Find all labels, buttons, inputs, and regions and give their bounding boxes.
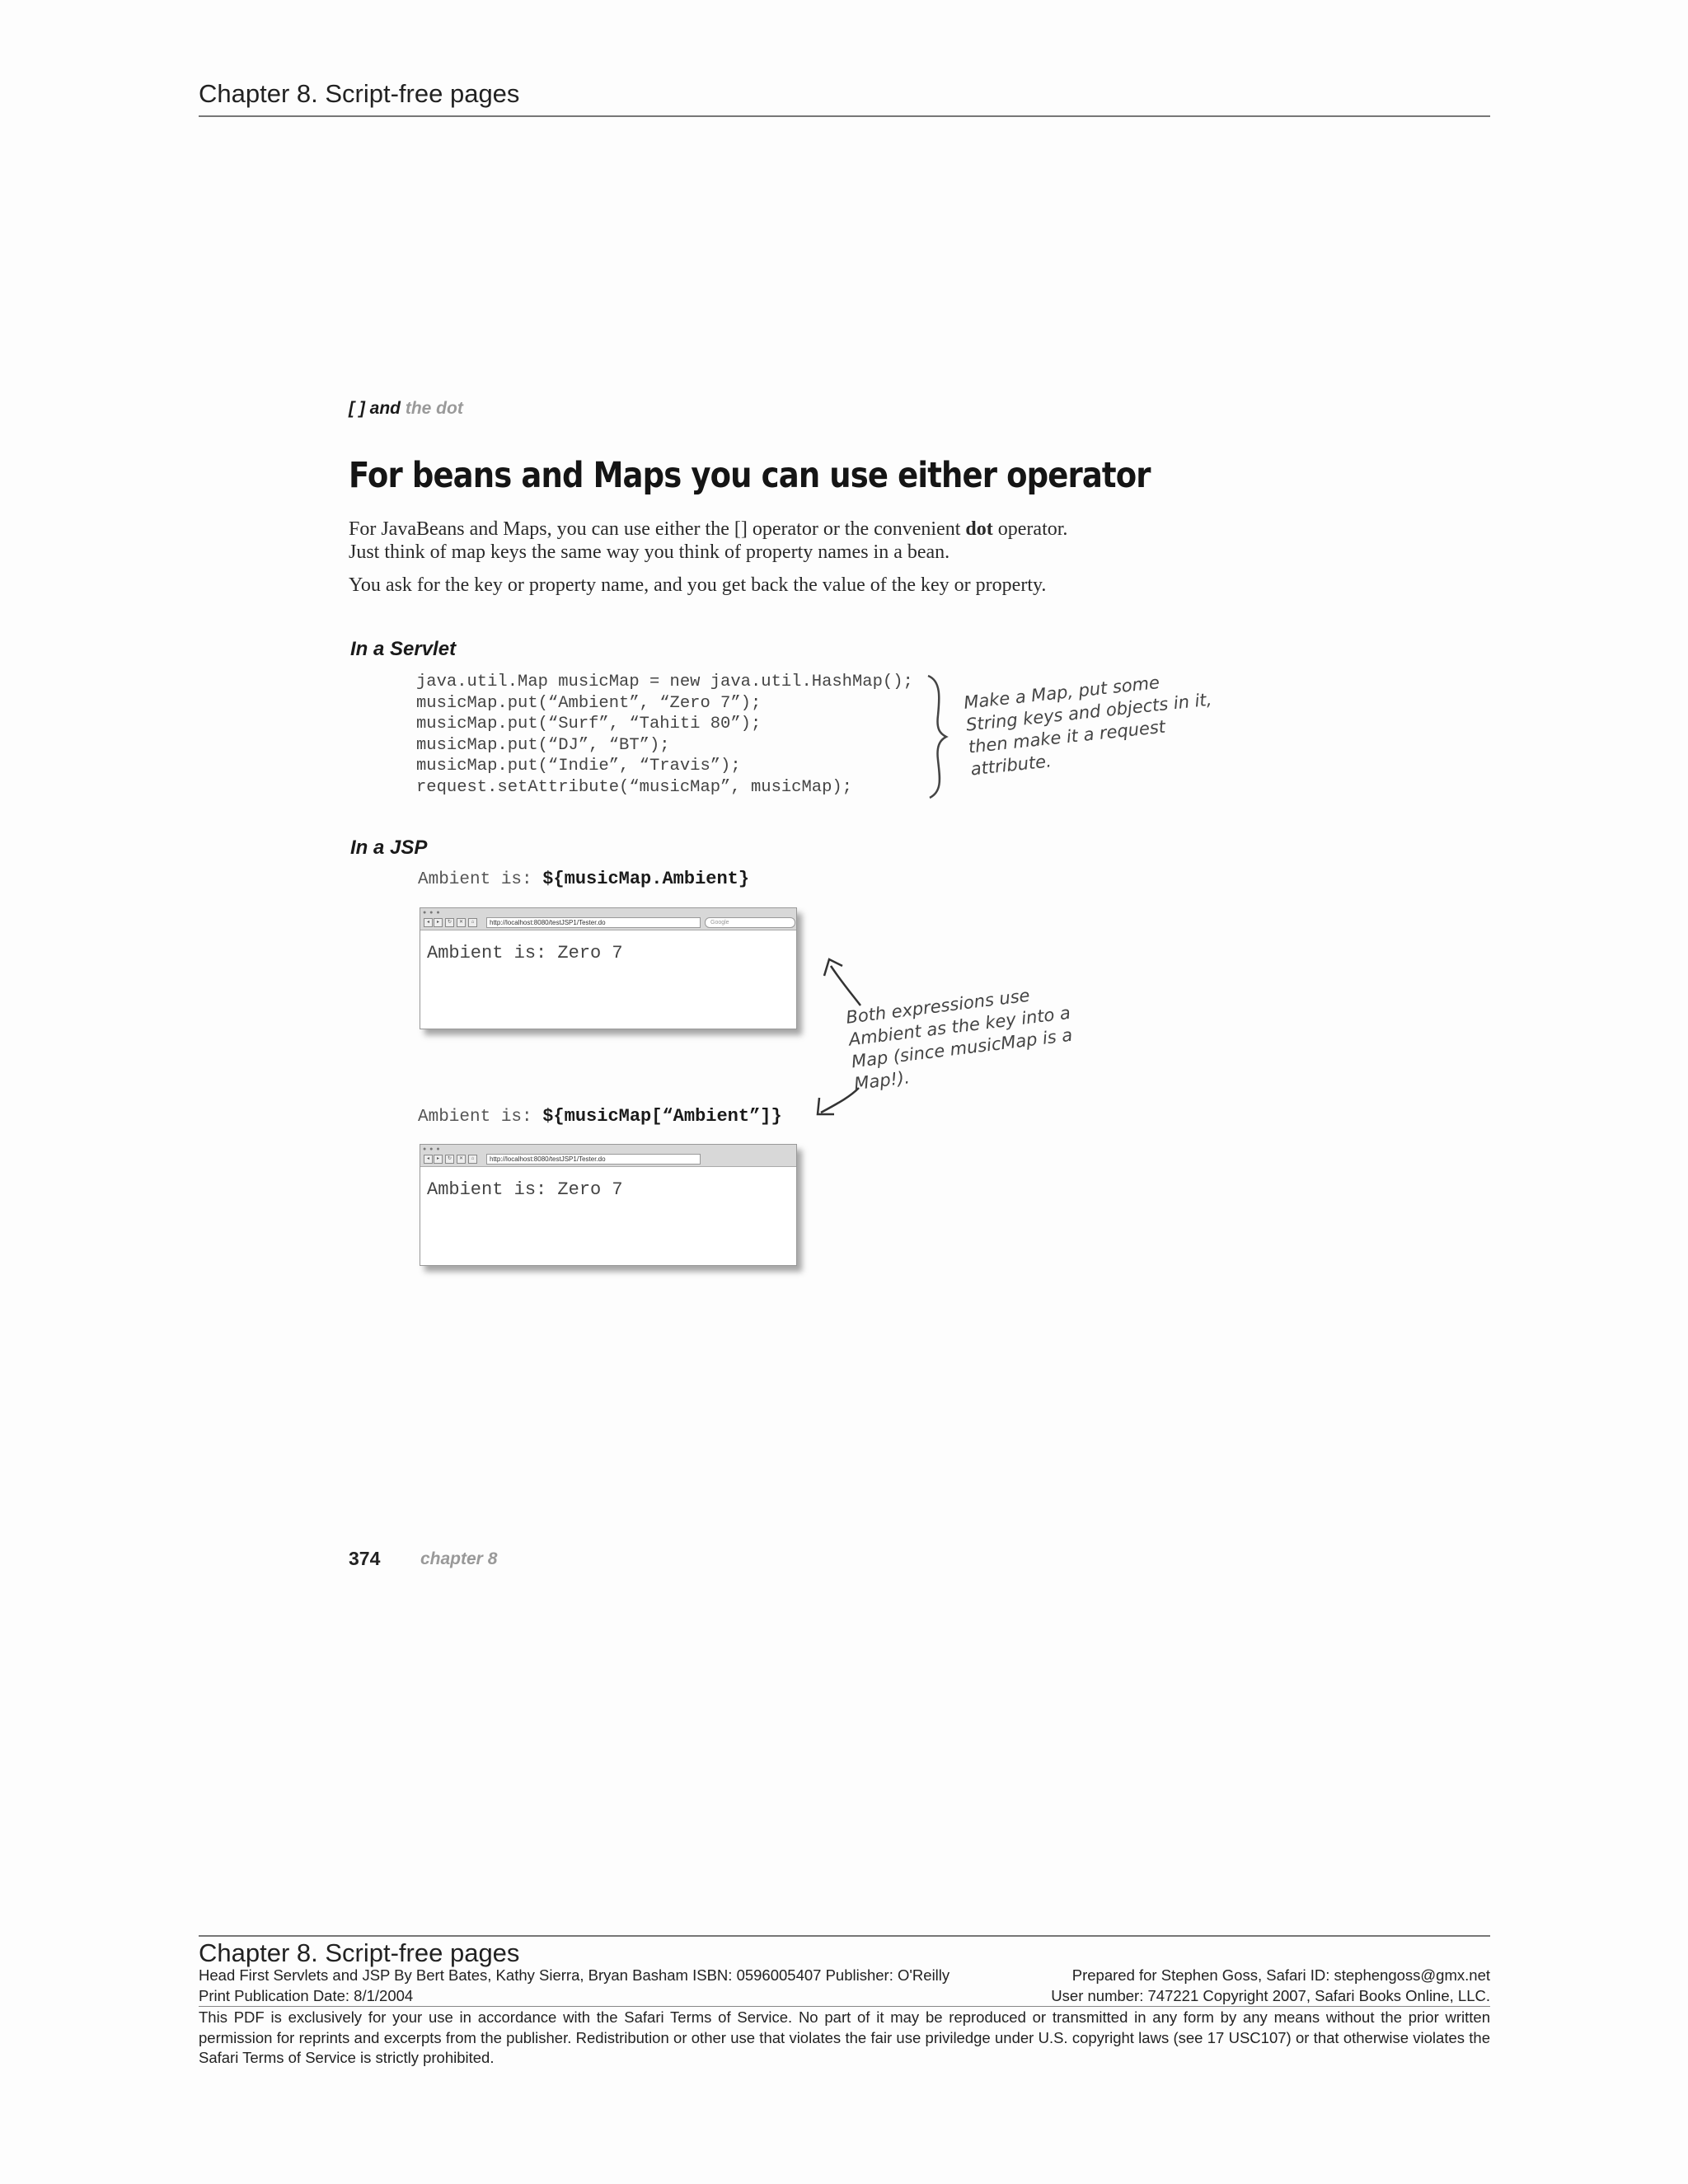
search-field[interactable]: Google xyxy=(705,917,795,928)
curly-brace-icon xyxy=(923,674,956,799)
stop-icon[interactable]: ✕ xyxy=(457,918,466,927)
forward-icon[interactable]: ▸ xyxy=(434,918,443,927)
home-icon[interactable]: ⌂ xyxy=(468,1155,477,1164)
el-expression: ${musicMap.Ambient} xyxy=(542,869,750,889)
browser-output: Ambient is: Zero 7 xyxy=(427,943,623,963)
section-breadcrumb xyxy=(349,399,463,419)
expression-prefix: Ambient is: xyxy=(418,870,543,889)
footer-book-line: Head First Servlets and JSP By Bert Bates, Kathy Sierra, Bryan Basham ISBN: 0596005407 Publisher: O'Reilly xyxy=(199,1966,950,1984)
breadcrumb-dot: the dot xyxy=(405,399,463,418)
jsp-expression-brackets xyxy=(418,1106,782,1127)
servlet-annotation: Make a Map, put some String keys and objects in it, then make it a request attribute. xyxy=(963,673,1213,780)
second-paragraph: You ask for the key or property name, and you get back the value of the key or property. xyxy=(349,574,1047,596)
forward-icon[interactable]: ▸ xyxy=(434,1155,443,1164)
page-chapter-label: chapter 8 xyxy=(420,1549,498,1568)
reload-icon[interactable]: ↻ xyxy=(445,918,454,927)
browser-output: Ambient is: Zero 7 xyxy=(427,1179,623,1200)
back-icon[interactable]: ◂ xyxy=(424,1155,433,1164)
home-icon[interactable]: ⌂ xyxy=(468,918,477,927)
code-line: request.setAttribute(“musicMap”, musicMap); xyxy=(416,777,852,797)
footer-divider xyxy=(199,2006,1490,2007)
footer-legal-notice: This PDF is exclusively for your use in accordance with the Safari Terms of Service. No part of it may be reproduced or transmitted in any form by any means without the prior written permission for reprints and excerpts from the publisher. Redistribution or other use that violates the fair use priviledge under U.S. copyright laws (see 17 USC107) or that otherwise violates the Safari Terms of Service is strictly prohibited. xyxy=(199,2008,1490,2066)
code-line: musicMap.put(“DJ”, “BT”); xyxy=(416,735,670,755)
back-icon[interactable]: ◂ xyxy=(424,918,433,927)
servlet-subheading: In a Servlet xyxy=(350,638,457,660)
intro-paragraph: For JavaBeans and Maps, you can use either the [] operator or the convenient dot operator. Just think of map keys the same way you think of property names in a bean. xyxy=(349,518,1068,563)
page-heading: For beans and Maps you can use either operator xyxy=(349,455,1151,496)
browser-toolbar xyxy=(420,1145,796,1167)
el-expression: ${musicMap[“Ambient”]} xyxy=(542,1106,782,1127)
reload-icon[interactable]: ↻ xyxy=(445,1155,454,1164)
footer-user-number: User number: 747221 Copyright 2007, Safari Books Online, LLC. xyxy=(1051,1987,1490,2004)
url-bar[interactable]: http://localhost:8080/testJSP1/Tester.do xyxy=(486,1154,701,1165)
footer-pub-date: Print Publication Date: 8/1/2004 xyxy=(199,1987,414,2004)
browser-toolbar xyxy=(420,908,796,930)
browser-window xyxy=(420,1144,797,1266)
code-line: musicMap.put(“Indie”, “Travis”); xyxy=(416,757,741,776)
emphasis-dot: dot xyxy=(965,518,993,540)
code-line: java.util.Map musicMap = new java.util.HashMap(); xyxy=(416,673,913,691)
browser-window xyxy=(420,907,797,1029)
stop-icon[interactable]: ✕ xyxy=(457,1155,466,1164)
footer-chapter-title: Chapter 8. Script-free pages xyxy=(199,1938,520,1967)
jsp-expression-dot xyxy=(418,869,749,889)
jsp-annotation: Both expressions use Ambient as the key into a Map (since musicMap is a Map!). xyxy=(845,985,1074,1094)
servlet-code-block xyxy=(416,672,913,798)
code-line: musicMap.put(“Ambient”, “Zero 7”); xyxy=(416,693,762,713)
window-buttons-icon: ● ● ● xyxy=(423,910,441,916)
footer-prepared-for: Prepared for Stephen Goss, Safari ID: stephengoss@gmx.net xyxy=(1071,1966,1490,1984)
breadcrumb-brackets: [ ] and xyxy=(349,399,401,418)
header-rule xyxy=(199,115,1490,117)
page-header-title: Chapter 8. Script-free pages xyxy=(199,79,520,108)
jsp-subheading: In a JSP xyxy=(350,837,428,859)
expression-prefix: Ambient is: xyxy=(418,1108,543,1127)
window-buttons-icon: ● ● ● xyxy=(423,1146,441,1152)
code-line: musicMap.put(“Surf”, “Tahiti 80”); xyxy=(416,715,762,733)
footer-rule xyxy=(199,1935,1490,1937)
url-bar[interactable]: http://localhost:8080/testJSP1/Tester.do xyxy=(486,917,701,928)
page-number: 374 xyxy=(349,1548,381,1569)
